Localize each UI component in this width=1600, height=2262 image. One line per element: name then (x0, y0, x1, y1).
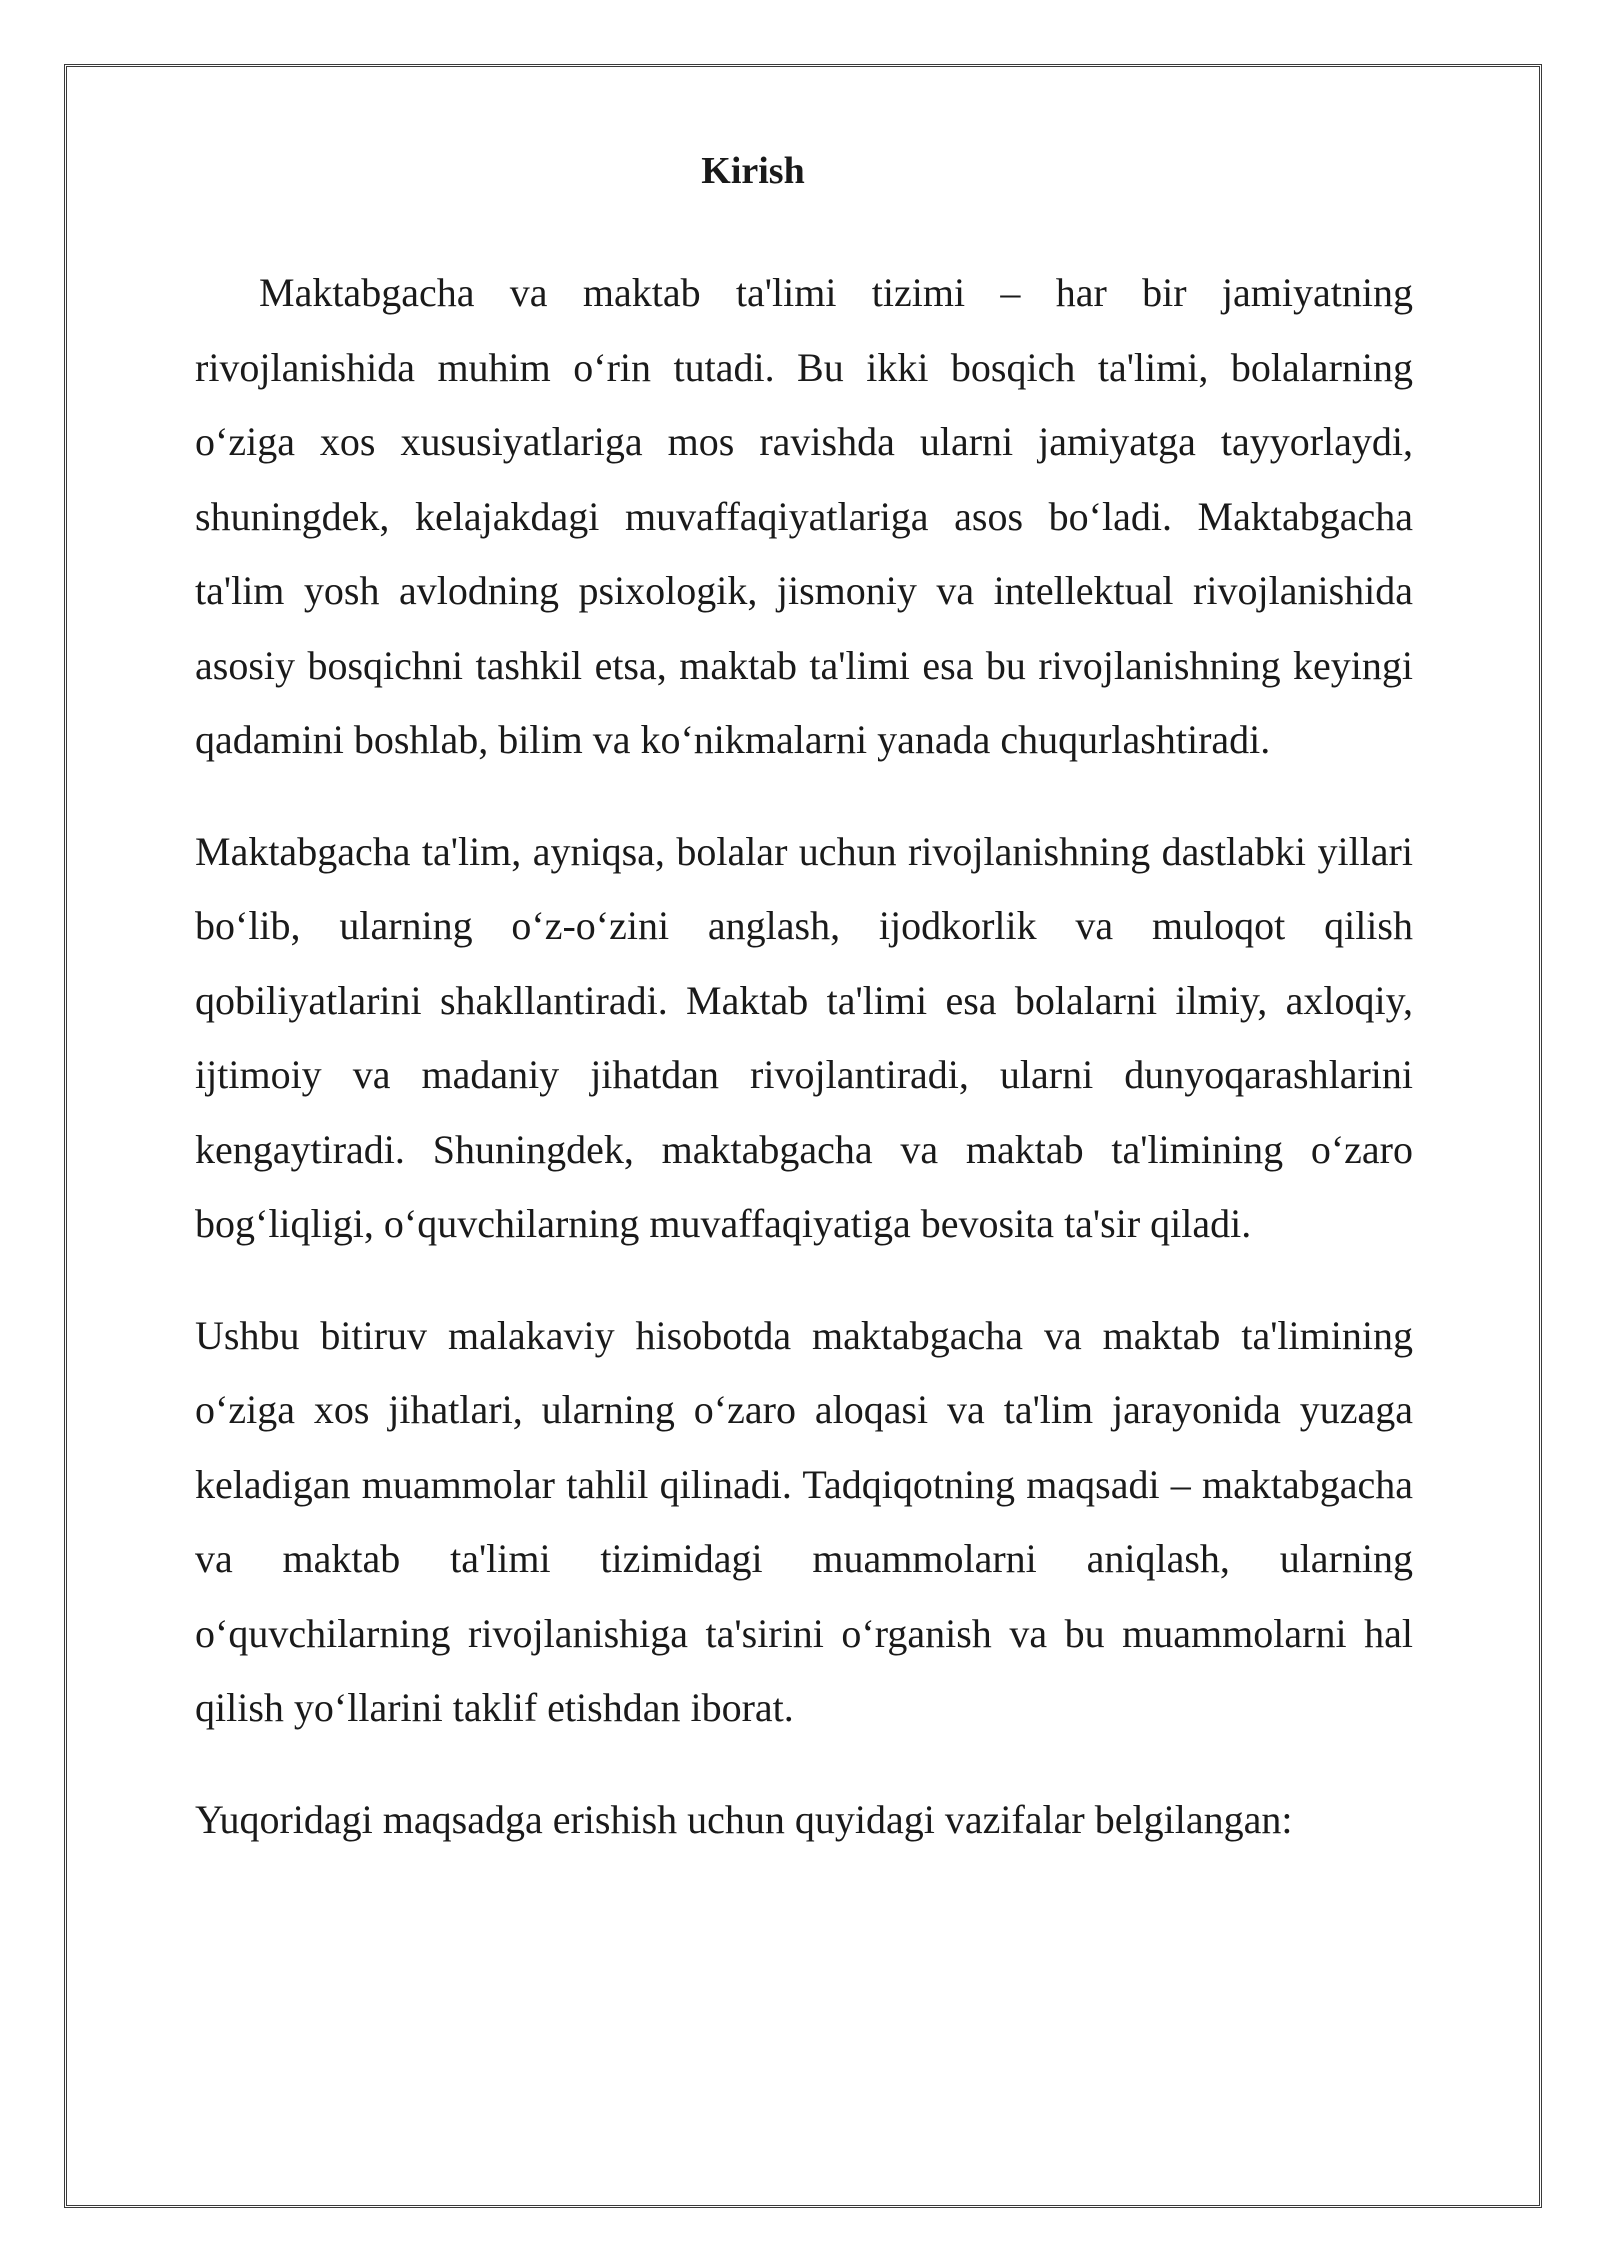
document-body (195, 256, 1413, 1857)
paragraph-preschool: Maktabgacha ta'lim, ayniqsa, bolalar uchun rivojlanishning dastlabki yillari bo‘lib, ularning o‘z-o‘zini anglash, ijodkorlik va muloqot qilish qobiliyatlarini shakllantiradi. Maktab ta'limi esa bolalarni ilmiy, axloqiy, ijtimoiy va madaniy jihatdan rivojlantiradi, ularni dunyoqarashlarini kengaytiradi. Shuningdek, maktabgacha va maktab ta'limining o‘zaro bog‘liqligi, o‘quvchilarning muvaffaqiyatiga bevosita ta'sir qiladi. (195, 828, 1413, 1246)
paragraph-intro: Maktabgacha va maktab ta'limi tizimi – har bir jamiyatning rivojlanishida muhim o‘rin tutadi. Bu ikki bosqich ta'limi, bolalarning o‘ziga xos xususiyatlariga mos ravishda ularni jamiyatga tayyorlaydi, shuningdek, kelajakdagi muvaffaqiyatlariga asos bo‘ladi. Maktabgacha ta'lim yosh avlodning psixologik, jismoniy va intellektual rivojlanishida asosiy bosqichni tashkil etsa, maktab ta'limi esa bu rivojlanishning keyingi qadamini boshlab, bilim va ko‘nikmalarni yanada chuqurlashtiradi. (195, 270, 1413, 762)
paragraph-tasks-lead: Yuqoridagi maqsadga erishish uchun quyidagi vazifalar belgilangan: (195, 1796, 1293, 1842)
page-title: Kirish (701, 150, 805, 192)
paragraph-purpose: Ushbu bitiruv malakaviy hisobotda maktabgacha va maktab ta'limining o‘ziga xos jihatlari, ularning o‘zaro aloqasi va ta'lim jarayonida yuzaga keladigan muammolar tahlil qilinadi. Tadqiqotning maqsadi – maktabgacha va maktab ta'limi tizimidagi muammolarni aniqlash, ularning o‘quvchilarning rivojlanishiga ta'sirini o‘rganish va bu muammolarni hal qilish yo‘llarini taklif etishdan iborat. (195, 1312, 1413, 1730)
